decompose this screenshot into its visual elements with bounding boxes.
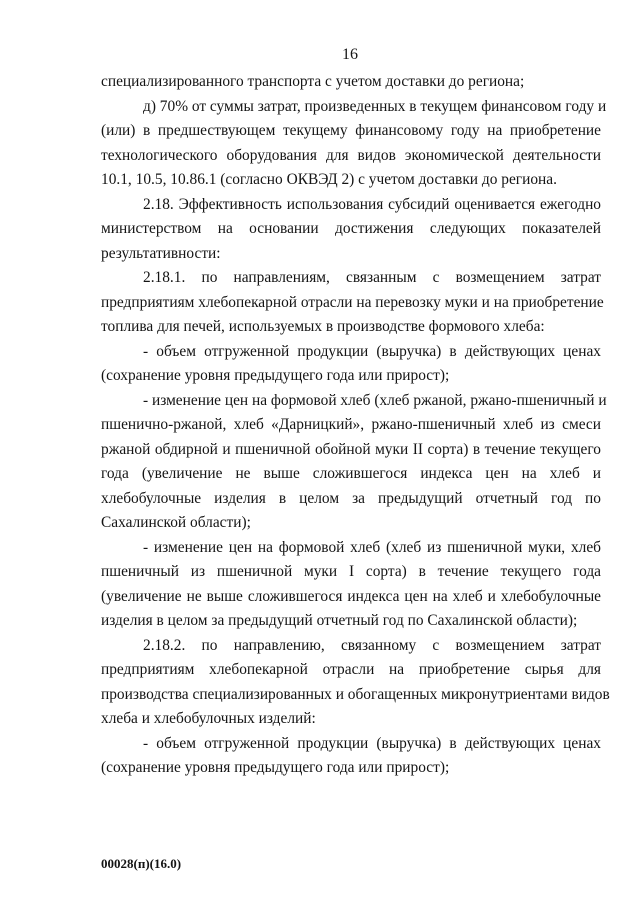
text-line: д) 70% от суммы затрат, произведенных в текущем финансовом году и: [143, 97, 607, 115]
text-line: 2.18. Эффективность использования субсидий оценивается ежегодно: [143, 195, 601, 213]
text-line: 2.18.1. по направлениям, связанным с возмещением затрат: [143, 269, 601, 286]
text-line: Сахалинской области);: [101, 514, 251, 531]
text-line: хлеба и хлебобулочных изделий:: [101, 710, 316, 727]
text-line: (или) в предшествующем текущему финансовому году на приобретение: [101, 122, 601, 139]
text-line: (увеличение не выше сложившегося индекса цен на хлеб и хлебобулочные: [101, 587, 601, 605]
text-line: пшеничный из пшеничной муки I сорта) в течение текущего года: [101, 563, 601, 580]
text-line: специализированного транспорта с учетом доставки до региона;: [101, 73, 525, 90]
text-line: - объем отгруженной продукции (выручка) в действующих ценах: [143, 342, 601, 360]
text-line: предприятиям хлебопекарной отрасли на приобретение сырья для: [101, 661, 601, 678]
text-line: изделия в целом за предыдущий отчетный год по Сахалинской области);: [101, 612, 578, 629]
text-line: министерством на основании достижения следующих показателей: [101, 220, 601, 237]
text-line: технологического оборудования для видов экономической деятельности: [101, 146, 601, 164]
text-line: ржаной обдирной и пшеничной обойной муки II сорта) в течение текущего: [101, 440, 601, 458]
document-code: 00028(п)(16.0): [101, 856, 182, 871]
text-line: - изменение цен на формовой хлеб (хлеб ржаной, ржано-пшеничный и: [143, 391, 607, 409]
text-line: результативности:: [101, 244, 221, 262]
text-line: пшенично-ржаной, хлеб «Дарницкий», ржано-пшеничный хлеб из смеси: [101, 416, 601, 433]
text-line: топлива для печей, используемых в производстве формового хлеба:: [101, 318, 545, 335]
text-line: года (увеличение не выше сложившегося индекса цен на хлеб и: [101, 465, 601, 482]
text-line: (сохранение уровня предыдущего года или прирост);: [101, 367, 450, 384]
text-line: - объем отгруженной продукции (выручка) в действующих ценах: [143, 734, 601, 752]
text-line: предприятиям хлебопекарной отрасли на перевозку муки и на приобретение: [101, 293, 604, 311]
text-line: - изменение цен на формовой хлеб (хлеб из пшеничной муки, хлеб: [143, 538, 601, 556]
document-body: [101, 70, 610, 781]
text-line: хлебобулочные изделия в целом за предыдущий отчетный год по: [101, 489, 601, 507]
text-line: 2.18.2. по направлению, связанному с возмещением затрат: [143, 636, 601, 654]
text-line: 10.1, 10.5, 10.86.1 (согласно ОКВЭД 2) с учетом доставки до региона.: [101, 171, 557, 188]
page-number: 16: [342, 46, 358, 63]
text-line: (сохранение уровня предыдущего года или прирост);: [101, 759, 450, 776]
text-line: производства специализированных и обогащенных микронутриентами видов: [101, 685, 610, 703]
